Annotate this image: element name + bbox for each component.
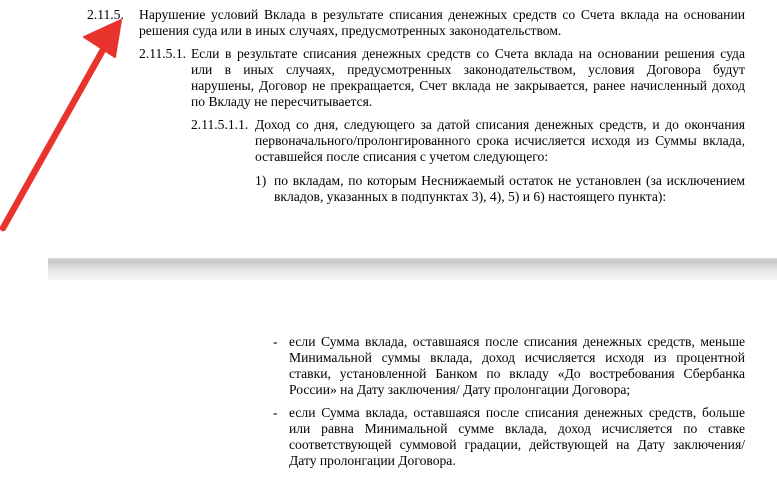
bullet-text-line: соответствующей суммовой градации, действующей на Дату заключения/ bbox=[289, 437, 745, 452]
clause-text-line: Если в результате списания денежных средств со Счета вклада на основании решения суда bbox=[191, 46, 745, 61]
list-text-line: вкладов, указанных в подпунктах 3), 4), 5) и 6) настоящего пункта): bbox=[274, 189, 667, 204]
bullet-text-line: если Сумма вклада, оставшаяся после списания денежных средств, меньше bbox=[289, 334, 745, 349]
bullet-text-line: если Сумма вклада, оставшаяся после списания денежных средств, больше bbox=[289, 405, 745, 420]
list-text-line: по вкладам, по которым Неснижаемый остаток не установлен (за исключением bbox=[274, 173, 745, 188]
list-number: 1) bbox=[255, 173, 267, 188]
clause-text-line: оставшейся после списания с учетом следующего: bbox=[255, 149, 549, 164]
clause-text-line: Доход со дня, следующего за датой списания денежных средств, и до окончания bbox=[255, 117, 745, 132]
clause-number: 2.11.5.1.1. bbox=[191, 117, 249, 132]
clause-text-line: или в иных случаях, предусмотренных законодательством, условия Договора будут bbox=[191, 62, 745, 77]
bullet-text-line: Дату пролонгации Договора. bbox=[289, 453, 456, 468]
bullet-text-line: или равна Минимальной сумме вклада, доход исчисляется по ставке bbox=[289, 421, 745, 436]
bullet-text-line: ставки, установленной Банком по вкладу «До востребования Сбербанка bbox=[289, 366, 745, 381]
bullet-dash: - bbox=[273, 334, 278, 349]
bullet-text-line: Минимальной суммы вклада, доход исчисляется исходя из процентной bbox=[289, 350, 745, 365]
clause-text-line: по Вкладу не пересчитывается. bbox=[191, 94, 373, 109]
clause-number: 2.11.5.1. bbox=[139, 46, 187, 61]
bullet-text-line: России» на Дату заключения/ Дату пролонгации Договора; bbox=[289, 382, 631, 397]
clause-text-line: нарушены, Договор не прекращается, Счет вклада не закрывается, ранее начисленный доход bbox=[191, 78, 745, 93]
clause-number: 2.11.5. bbox=[87, 7, 124, 22]
clause-text-line: Нарушение условий Вклада в результате списания денежных средств со Счета вклада на основании bbox=[139, 7, 745, 22]
bullet-dash: - bbox=[273, 405, 278, 420]
clause-text-line: решения суда или в иных случаях, предусмотренных законодательством. bbox=[139, 23, 562, 38]
clause-text-line: первоначального/пролонгированного срока исчисляется исходя из Суммы вклада, bbox=[255, 133, 745, 148]
